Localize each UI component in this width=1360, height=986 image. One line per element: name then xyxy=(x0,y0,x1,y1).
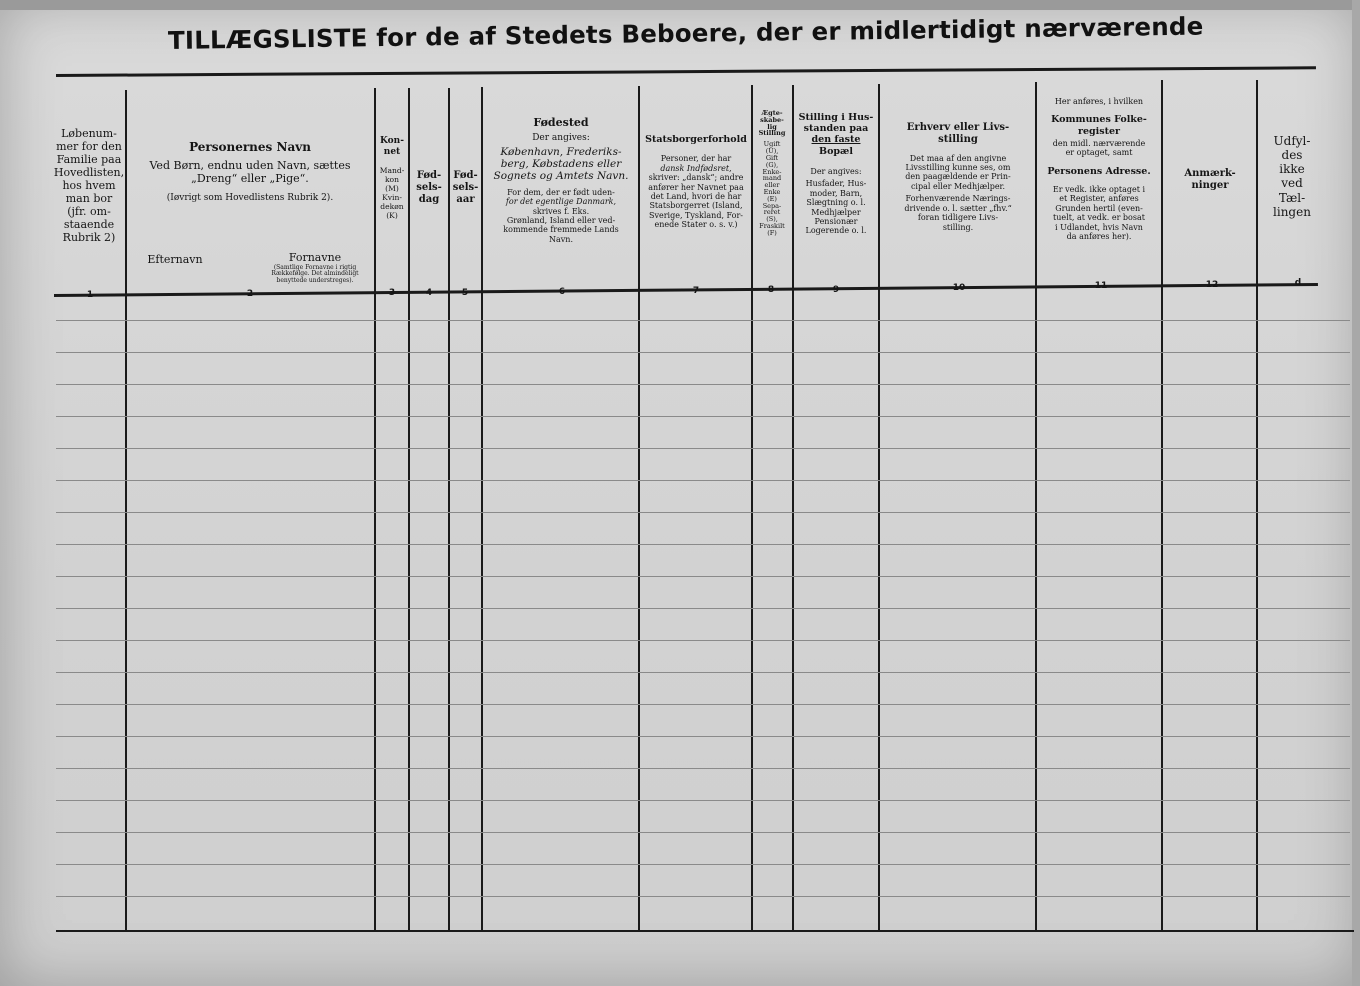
col2-line2: „Dreng“ eller „Pige“. xyxy=(191,172,309,186)
col-divider-5 xyxy=(481,87,483,932)
col7-body: Personer, der har xyxy=(660,154,732,164)
entry-row-line xyxy=(56,896,1350,897)
col2-firstnames-note: Rækkefølge. Det almindeligt xyxy=(271,270,359,278)
col11-header xyxy=(1037,97,1161,242)
col3-number: 3 xyxy=(388,288,396,298)
col6-sub: Der angives: xyxy=(532,132,590,143)
col8-body: Enke- xyxy=(762,167,782,176)
col10-number: 10 xyxy=(952,283,966,293)
entry-row-line xyxy=(56,480,1350,481)
col2-firstnames-block xyxy=(256,252,374,284)
col9-body: Slægtning o. l. xyxy=(806,198,866,208)
col10-body2: stilling. xyxy=(942,222,974,232)
col3-header xyxy=(376,136,408,221)
col10-title: Erhverv eller Livs- xyxy=(906,122,1010,133)
col8-body: Ugift xyxy=(763,140,781,149)
col-divider-4 xyxy=(448,88,450,932)
col1-line: staaende xyxy=(63,217,115,231)
col10-body1: cipal eller Medhjælper. xyxy=(910,181,1006,191)
entry-row-line xyxy=(56,448,1350,449)
col8-body: eller xyxy=(764,181,780,190)
col8-header xyxy=(752,110,792,237)
col10-body1: Livsstilling kunne ses, om xyxy=(905,163,1011,173)
col7-header xyxy=(640,134,752,230)
col-divider-11 xyxy=(1161,80,1163,932)
col3-title: net xyxy=(383,146,401,157)
col4-header xyxy=(410,170,448,205)
entry-row-line xyxy=(56,576,1350,577)
col11-pre: Her anføres, i hvilken xyxy=(1054,97,1144,106)
col8-body: Gift xyxy=(765,153,779,162)
col6-body2: skrives f. Eks. xyxy=(532,206,590,216)
col11-body2: tuelt, at vedk. er bosat xyxy=(1053,213,1145,223)
col10-body2: Forhenværende Nærings- xyxy=(905,194,1011,204)
entry-row-line xyxy=(56,512,1350,513)
col10-body1: den paagældende er Prin- xyxy=(905,172,1011,182)
col4-number: 4 xyxy=(425,288,433,298)
col11-body2: et Register, anføres xyxy=(1059,194,1139,204)
table-bottom-border xyxy=(56,930,1354,932)
col9-title: Stilling i Hus- xyxy=(798,112,874,123)
col6-number: 6 xyxy=(558,287,566,297)
col9-header xyxy=(794,112,878,236)
col8-title: lig xyxy=(767,122,777,131)
col2-surname-label: Efternavn xyxy=(147,253,203,266)
entry-row-line xyxy=(56,384,1350,385)
col2-firstnames-note: (Samtlige Fornavne i rigtig xyxy=(273,263,357,271)
col8-title: Stilling xyxy=(758,129,786,138)
col7-body: anfører her Navnet paa xyxy=(648,182,744,192)
col1-number: 1 xyxy=(86,290,94,300)
col3-body: Kvin- xyxy=(382,193,402,203)
col8-body: Enke xyxy=(763,187,781,196)
col2-note: (Iøvrigt som Hovedlistens Rubrik 2). xyxy=(166,193,334,204)
form-title: TILLÆGSLISTE for de af Stedets Beboere, der er midlertidigt nærværende xyxy=(167,11,1204,55)
col8-body: (S), xyxy=(766,215,778,224)
col4-title: sels- xyxy=(416,181,442,193)
col-divider-3 xyxy=(408,88,410,932)
col6-body2: kommende fremmede Lands xyxy=(503,225,619,235)
col8-body: (U), xyxy=(765,147,779,156)
col11-body1: den midl. nærværende xyxy=(1052,138,1146,148)
col3-body: (M) xyxy=(385,184,399,194)
entry-row-line xyxy=(56,704,1350,705)
col7-body: skriver: „dansk“; andre xyxy=(648,173,744,183)
col1-line: Løbenum- xyxy=(61,127,117,140)
entry-row-line xyxy=(56,832,1350,833)
col2-number: 2 xyxy=(246,289,254,299)
entry-row-line xyxy=(56,416,1350,417)
col7-body: Statsborgerret (Island, xyxy=(649,201,743,211)
col1-line: (jfr. om- xyxy=(67,204,111,218)
col2-line1: Ved Børn, endnu uden Navn, sættes xyxy=(149,159,351,173)
cold-line: ikke xyxy=(1279,162,1305,177)
col9-title: standen paa xyxy=(803,123,869,135)
col1-line: hos hvem xyxy=(62,178,116,192)
entry-row-line xyxy=(56,544,1350,545)
col4-title: dag xyxy=(418,193,440,205)
col5-number: 5 xyxy=(461,288,469,298)
col8-body: mand xyxy=(762,174,782,183)
col6-body2: for det egentlige Danmark, xyxy=(505,197,617,207)
col9-body: moder, Barn, xyxy=(809,188,863,198)
col1-line: Hovedlisten, xyxy=(53,165,125,179)
col7-body: Sverige, Tyskland, For- xyxy=(648,210,743,220)
col10-title: stilling xyxy=(938,133,978,145)
col9-title: den faste xyxy=(811,134,861,146)
col1-line: mer for den xyxy=(56,139,122,153)
entry-row-line xyxy=(56,736,1350,737)
col5-title: aar xyxy=(456,193,475,205)
col11-title2: Personens Adresse. xyxy=(1047,165,1151,177)
entry-row-line xyxy=(56,800,1350,801)
col9-title: Bopæl xyxy=(819,145,853,157)
col6-body1: berg, Købstadens eller xyxy=(500,157,622,170)
entry-row-line xyxy=(56,352,1350,353)
col6-title: Fødested xyxy=(533,116,589,129)
col11-number: 11 xyxy=(1094,281,1108,291)
col2-title: Personernes Navn xyxy=(189,140,311,154)
col1-line: Rubrik 2) xyxy=(62,230,116,244)
col3-body: (K) xyxy=(386,210,398,220)
col8-body: (F) xyxy=(767,228,777,237)
cold-line: lingen xyxy=(1273,204,1311,219)
col10-body1: Det maa af den angivne xyxy=(909,153,1007,163)
col8-body: (E) xyxy=(767,194,777,203)
entry-row-line xyxy=(56,608,1350,609)
col12-number: 12 xyxy=(1205,280,1219,290)
col8-title: skabe- xyxy=(760,115,784,124)
col3-body: Mand- xyxy=(379,166,405,176)
col1-line: man bor xyxy=(65,191,113,205)
cold-number: d xyxy=(1294,278,1302,288)
col12-title: ninger xyxy=(1191,179,1229,191)
col11-body2: da anføres her). xyxy=(1066,232,1132,242)
col11-body2: Grunden hertil (even- xyxy=(1055,203,1143,213)
scan-edge-top xyxy=(0,0,1360,10)
col11-title: register xyxy=(1077,125,1121,137)
col10-body2: drivende o. l. sætter „fhv.“ xyxy=(904,203,1012,213)
col6-header xyxy=(484,117,638,244)
col1-line: Familie paa xyxy=(56,152,122,166)
col7-number: 7 xyxy=(692,286,700,296)
cold-line: ved xyxy=(1281,176,1303,191)
entry-row-line xyxy=(56,640,1350,641)
cold-header xyxy=(1260,134,1324,219)
col8-title: Ægte- xyxy=(761,109,783,117)
col7-title: Statsborgerforhold xyxy=(645,134,747,145)
col7-body: dansk Indfødsret, xyxy=(660,163,732,173)
col1-header xyxy=(52,128,126,245)
col3-title: Kon- xyxy=(380,136,404,146)
col2-firstnames-note: benyttede understreges). xyxy=(276,276,354,284)
col9-sub: Der angives: xyxy=(810,166,862,176)
col9-body: Husfader, Hus- xyxy=(805,179,867,189)
col12-title: Anmærk- xyxy=(1184,168,1236,179)
col11-body2: i Udlandet, hvis Navn xyxy=(1055,222,1143,232)
col8-body: Sepa- xyxy=(762,201,782,210)
col3-body: dekøn xyxy=(380,202,404,212)
entry-row-line xyxy=(56,768,1350,769)
col8-body: Fraskilt xyxy=(759,222,785,230)
col11-body1: er optaget, samt xyxy=(1065,148,1133,158)
col11-title: Kommunes Folke- xyxy=(1051,114,1147,126)
col-divider-12 xyxy=(1256,80,1258,932)
col9-number: 9 xyxy=(832,285,840,295)
col6-body1: København, Frederiks- xyxy=(500,145,622,158)
col6-body2: For dem, der er født uden- xyxy=(507,187,615,197)
col6-body1: Sognets og Amtets Navn. xyxy=(493,170,629,183)
col11-body2: Er vedk. ikke optaget i xyxy=(1052,184,1146,194)
col2-firstnames-label: Fornavne xyxy=(288,251,342,264)
header-top-border xyxy=(56,66,1316,77)
col9-body: Pensionær xyxy=(814,217,858,226)
cold-line: des xyxy=(1281,148,1303,163)
entry-row-line xyxy=(56,672,1350,673)
col5-header xyxy=(450,170,481,205)
col8-body: (G), xyxy=(765,160,779,169)
cold-line: Tæl- xyxy=(1278,190,1306,205)
col10-body2: foran tidligere Livs- xyxy=(917,213,999,223)
col6-body2: Grønland, Island eller ved- xyxy=(506,216,616,226)
entry-row-line xyxy=(56,320,1350,321)
entry-row-line xyxy=(56,864,1350,865)
col6-body2: Navn. xyxy=(549,234,573,244)
col9-body: Medhjælper xyxy=(811,207,861,217)
col4-title: Fød- xyxy=(416,170,442,181)
col3-body: kon xyxy=(384,175,400,185)
col8-number: 8 xyxy=(767,285,775,295)
col10-header xyxy=(880,122,1036,232)
col2-header xyxy=(130,140,370,204)
scan-edge-right xyxy=(1352,0,1360,986)
col8-body: reret xyxy=(763,208,781,217)
col9-body: Logerende o. l. xyxy=(805,226,867,236)
col5-title: sels- xyxy=(452,181,479,193)
col7-body: det Land, hvori de har xyxy=(650,191,742,201)
cold-line: Udfyl- xyxy=(1273,134,1311,148)
col12-header xyxy=(1163,168,1257,192)
col5-title: Fød- xyxy=(453,170,478,181)
col7-body: enede Stater o. s. v.) xyxy=(654,220,738,230)
